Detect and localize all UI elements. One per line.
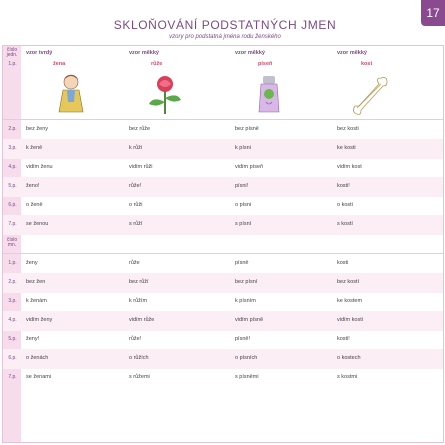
table-cell: s kostmi (337, 374, 358, 380)
table-cell: o růži (129, 202, 143, 208)
case-label: 5.p. (8, 336, 17, 342)
case-label: 3.p. (8, 145, 17, 151)
table-cell: růže (129, 260, 140, 266)
pattern-word: žena (53, 61, 66, 67)
singing-bottle-illustration (239, 72, 299, 116)
table-cell: kosti! (337, 183, 350, 189)
table-cell: o růžích (129, 355, 149, 361)
table-cell: bez kostí (337, 279, 360, 285)
table-cell: k ženám (26, 298, 47, 304)
pattern-word: růže (151, 61, 163, 67)
case-label: 5.p. (8, 183, 17, 189)
table-cell: vidím ženy (26, 317, 53, 323)
table-cell: o ženách (26, 355, 49, 361)
nominative-row (3, 60, 443, 72)
table-cell: vidím písně (235, 317, 264, 323)
table-cell: s růžemi (129, 374, 150, 380)
table-row (3, 158, 443, 178)
table-cell: vidím píseň (235, 164, 264, 170)
table-cell: s písněmi (235, 374, 259, 380)
table-cell: vidím růže (129, 317, 155, 323)
table-cell: ke kosti (337, 145, 356, 151)
woman-illustration (41, 72, 101, 116)
table-row (3, 273, 443, 293)
table-cell: bez kosti (337, 126, 359, 132)
column-header: vzor měkký (235, 50, 265, 56)
table-cell: bez růže (129, 126, 151, 132)
bone-illustration (341, 72, 401, 116)
case-label: 7.p. (8, 221, 17, 227)
case-label: 7.p. (8, 374, 17, 380)
case-label: 4.p. (8, 164, 17, 170)
table-cell: o ženě (26, 202, 43, 208)
table-cell: bez písně (235, 126, 259, 132)
number-label: číslo jedn. (6, 47, 18, 58)
table-cell: ženy (26, 260, 38, 266)
table-cell: k růži (129, 145, 143, 151)
column-header: vzor měkký (129, 50, 159, 56)
table-cell: o písních (235, 355, 258, 361)
table-cell: ke kostem (337, 298, 363, 304)
table-cell: písni! (235, 183, 249, 189)
column-header: vzor měkký (337, 50, 367, 56)
table-row (3, 368, 443, 388)
table-cell: bez žen (26, 279, 46, 285)
table-cell: písně (235, 260, 249, 266)
table-cell: kosti! (337, 336, 350, 342)
table-row (3, 139, 443, 159)
table-row (3, 330, 443, 350)
case-label: 2.p. (8, 126, 17, 132)
table-cell: k písním (235, 298, 256, 304)
case-label: 1.p. (8, 61, 17, 67)
table-cell: s kostí (337, 221, 353, 227)
plural-number-label: číslo mn. (6, 237, 18, 248)
table-cell: růže! (129, 336, 142, 342)
page-title: SKLOŇOVÁNÍ PODSTATNÝCH JMEN (113, 18, 337, 32)
case-label: 6.p. (8, 355, 17, 361)
page-number-badge: 17 (421, 0, 445, 26)
table-cell: o kosti (337, 202, 353, 208)
declension-table (2, 45, 444, 443)
table-cell: vidím kosti (337, 317, 363, 323)
table-row (3, 215, 443, 235)
table-cell: k růžím (129, 298, 148, 304)
case-label: 1.p. (8, 260, 17, 266)
pattern-word: kost (361, 61, 373, 67)
table-cell: s růží (129, 221, 143, 227)
case-label: 3.p. (8, 298, 17, 304)
table-cell: s písní (235, 221, 252, 227)
table-cell: písně! (235, 336, 250, 342)
page-subtitle: vzory pro podstatná jména rodu ženského (169, 34, 281, 40)
table-cell: bez písní (235, 279, 258, 285)
case-label: 2.p. (8, 279, 17, 285)
table-cell: vidím růži (129, 164, 153, 170)
table-cell: o kostech (337, 355, 361, 361)
table-row (3, 196, 443, 216)
table-cell: ženy! (26, 336, 40, 342)
table-row (3, 177, 443, 197)
rose-illustration (135, 72, 195, 116)
table-cell: růže! (129, 183, 142, 189)
table-row (3, 311, 443, 331)
table-cell: vidím ženu (26, 164, 53, 170)
table-cell: k písni (235, 145, 251, 151)
pattern-word: píseň (258, 61, 273, 67)
table-cell: bez růží (129, 279, 149, 285)
case-label: 6.p. (8, 202, 17, 208)
table-cell: k ženě (26, 145, 43, 151)
table-cell: o písni (235, 202, 252, 208)
table-row (3, 349, 443, 369)
table-cell: kosti (337, 260, 349, 266)
table-row (3, 254, 443, 274)
table-cell: vidím kost (337, 164, 362, 170)
table-cell: se ženami (26, 374, 52, 380)
case-label: 4.p. (8, 317, 17, 323)
table-cell: se ženou (26, 221, 49, 227)
column-header: vzor tvrdý (26, 50, 53, 56)
table-cell: bez ženy (26, 126, 49, 132)
table-cell: ženo! (26, 183, 40, 189)
table-row (3, 292, 443, 312)
table-row (3, 120, 443, 140)
